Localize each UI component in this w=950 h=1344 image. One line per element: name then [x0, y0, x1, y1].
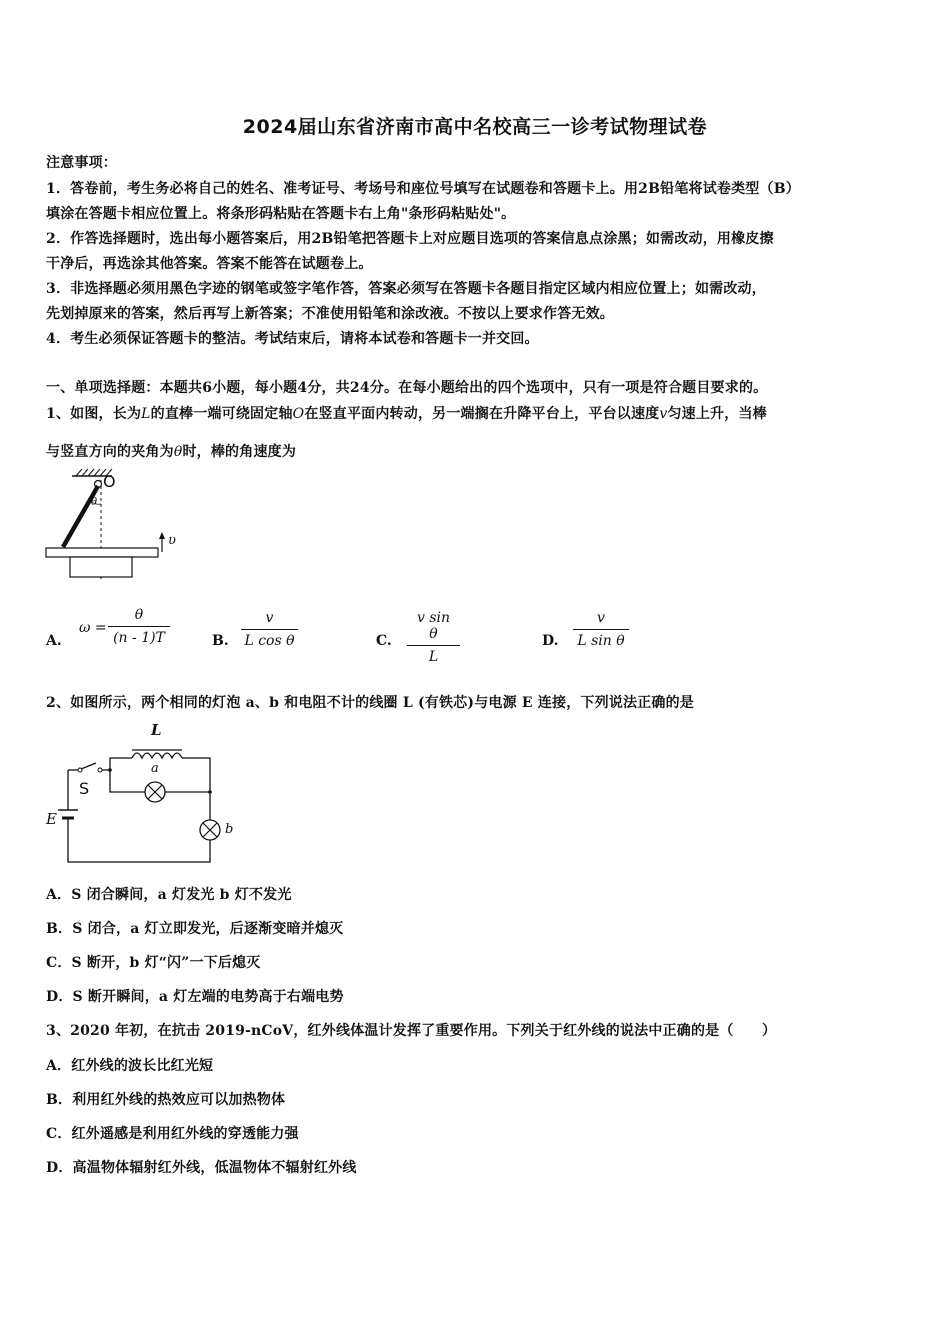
q1-option-b-label: B. [212, 633, 229, 649]
q1-option-d-den: L sin θ [577, 633, 625, 649]
q1-option-a-prefix: ω = [79, 620, 107, 636]
q1-option-b-den: L cos θ [244, 633, 295, 649]
q1-option-a-den: (n - 1)T [113, 630, 165, 646]
notice-line-3: 2．作答选择题时，选出每小题答案后，用2B铅笔把答题卡上对应题目选项的答案信息点涂黑；如需改动，用橡皮擦 [46, 231, 774, 247]
notice-line-6: 先划掉原来的答案，然后再写上新答案；不准使用铅笔和涂改液。不按以上要求作答无效。 [46, 306, 614, 322]
q2-circuit-figure [44, 722, 244, 867]
q1-label-O: O [103, 472, 116, 491]
section-heading: 一、单项选择题：本题共6小题，每小题4分，共24分。在每小题给出的四个选项中，只有一项是符合题目要求的。 [46, 380, 768, 396]
q2-label-b: b [225, 822, 234, 837]
q1-stem-line-2: 与竖直方向的夹角为θ时，棒的角速度为 [46, 444, 297, 460]
q3-stem: 3、2020 年初，在抗击 2019-nCoV，红外线体温计发挥了重要作用。下列关于红外线的说法中正确的是（ ） [46, 1023, 777, 1039]
q1-label-theta: θ [91, 497, 98, 508]
q2-option-c: C．S 断开，b 灯“闪”一下后熄灭 [46, 955, 261, 971]
q1-option-a-label: A. [46, 633, 62, 649]
q2-label-L: L [151, 721, 162, 739]
q2-label-S: S [79, 779, 90, 798]
q1-option-a-fraction [108, 607, 170, 646]
q1-option-c-fraction [407, 610, 460, 665]
q3-option-b: B．利用红外线的热效应可以加热物体 [46, 1092, 286, 1108]
q1-option-b-num: v [241, 610, 298, 630]
q1-option-a-num: θ [108, 607, 170, 627]
notice-line-2: 填涂在答题卡相应位置上。将条形码粘贴在答题卡右上角"条形码粘贴处"。 [46, 206, 516, 222]
q2-stem: 2、如图所示，两个相同的灯泡 a、b 和电阻不计的线圈 L (有铁芯)与电源 E 连接，下列说法正确的是 [46, 695, 695, 711]
q1-label-v: υ [168, 533, 176, 548]
q1-option-c-num: v sin θ [407, 610, 460, 646]
exam-title: 2024届山东省济南市高中名校高三一诊考试物理试卷 [242, 116, 708, 138]
notice-line-5: 3．非选择题必须用黑色字迹的钢笔或签字笔作答，答案必须写在答题卡各题目指定区域内相应位置上；如需改动， [46, 281, 766, 297]
q2-label-E: E [46, 810, 57, 828]
q1-option-d-num: v [573, 610, 629, 630]
q3-option-a: A．红外线的波长比红光短 [46, 1058, 214, 1074]
q1-option-c-den: L [428, 649, 439, 665]
q2-option-d: D．S 断开瞬间，a 灯左端的电势高于右端电势 [46, 989, 344, 1005]
q2-label-a: a [151, 761, 159, 776]
q3-option-d: D．高温物体辐射红外线，低温物体不辐射红外线 [46, 1160, 357, 1176]
q1-option-c-label: C. [376, 633, 392, 649]
q1-option-d-label: D. [542, 633, 559, 649]
q1-option-d-fraction [573, 610, 629, 649]
q1-stem-line-1: 1、如图，长为L的直棒一端可绕固定轴O在竖直平面内转动，另一端搁在升降平台上，平台以速度v匀速上升，当棒 [46, 406, 767, 422]
notice-line-7: 4．考生必须保证答题卡的整洁。考试结束后，请将本试卷和答题卡一并交回。 [46, 331, 539, 347]
notice-line-1: 1．答卷前，考生务必将自己的姓名、准考证号、考场号和座位号填写在试题卷和答题卡上。用2B铅笔将试卷类型（B） [46, 181, 800, 197]
q2-option-b: B．S 闭合，a 灯立即发光，后逐渐变暗并熄灭 [46, 921, 344, 937]
notice-line-4: 干净后，再选涂其他答案。答案不能答在试题卷上。 [46, 256, 373, 272]
q1-option-b-fraction [241, 610, 298, 649]
q3-option-c: C．红外遥感是利用红外线的穿透能力强 [46, 1126, 299, 1142]
q2-option-a: A．S 闭合瞬间，a 灯发光 b 灯不发光 [46, 887, 292, 903]
notice-heading: 注意事项： [46, 155, 117, 171]
